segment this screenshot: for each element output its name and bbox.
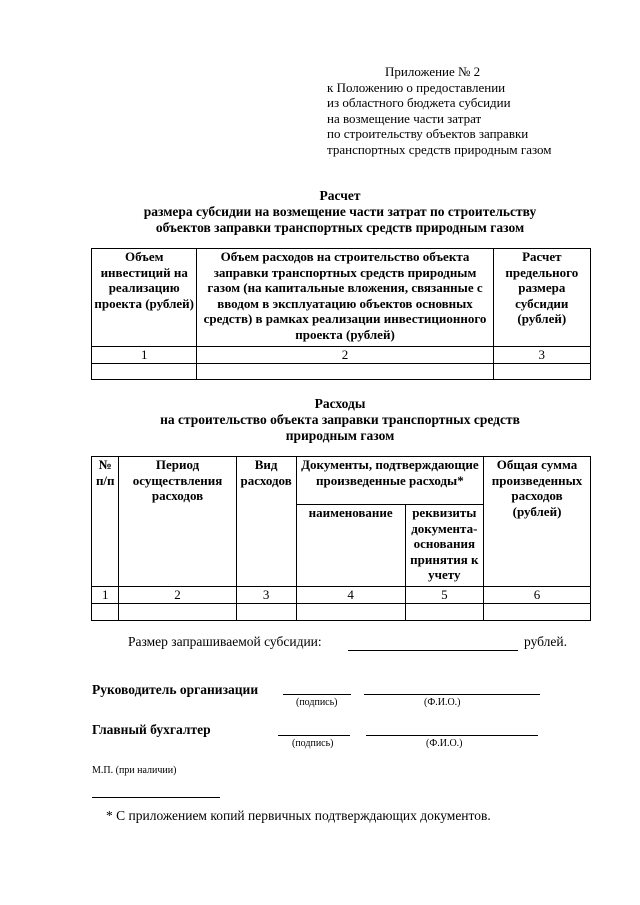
empty-cell <box>484 603 591 620</box>
appendix-line: к Положению о предоставлении <box>327 79 506 95</box>
appendix-line: по строительству объектов заправки <box>327 126 529 141</box>
exp-header-docs-name: наименование <box>296 505 405 587</box>
accountant-fio-field[interactable] <box>366 735 538 736</box>
calc-heading <box>70 188 610 236</box>
head-fio-field[interactable] <box>364 694 540 695</box>
col-number: 2 <box>197 347 493 364</box>
accountant-signature-field[interactable] <box>278 735 350 736</box>
empty-cell <box>197 364 493 380</box>
col-number: 3 <box>493 347 590 364</box>
exp-header-docs: Документы, подтверждающие произведенные расходы* <box>296 457 483 505</box>
head-signature-field[interactable] <box>283 694 351 695</box>
exp-header-period: Период осуществления расходов <box>119 457 236 587</box>
expenses-subtitle: природным газом <box>285 428 395 443</box>
calc-subtitle: объектов заправки транспортных средств природным газом <box>155 220 525 235</box>
head-label: Руководитель организации <box>92 682 259 697</box>
footnote: * С приложением копий первичных подтверждающих документов. <box>106 808 491 823</box>
footnote-separator <box>92 797 220 798</box>
subsidy-label: Размер запрашиваемой субсидии: <box>128 634 322 649</box>
exp-header-no: № п/п <box>92 457 119 587</box>
empty-cell <box>296 603 405 620</box>
fio-caption: (Ф.И.О.) <box>424 697 461 708</box>
appendix-title: Приложение № 2 <box>385 64 481 79</box>
fio-caption: (Ф.И.О.) <box>426 738 463 749</box>
col-number: 6 <box>484 587 591 604</box>
calc-header-expenses: Объем расходов на строительство объекта заправки транспортных средств природным газом (на капитальные вложения, связанные с вводом в эксплуатацию объектов основных средств) в рамках реализации инвестиционного проекта (рублей) <box>197 249 493 347</box>
empty-cell <box>405 603 483 620</box>
col-number: 1 <box>92 347 197 364</box>
expenses-title: Расходы <box>314 396 366 411</box>
appendix-line: из областного бюджета субсидии <box>327 95 511 110</box>
sign-caption: (подпись) <box>296 697 338 708</box>
exp-header-docs-req: реквизиты документа-основания принятия к учету <box>405 505 483 587</box>
col-number: 3 <box>236 587 296 604</box>
empty-cell <box>236 603 296 620</box>
expenses-table <box>91 456 591 621</box>
subsidy-unit: рублей. <box>524 634 568 649</box>
empty-cell <box>92 603 119 620</box>
calc-table <box>91 248 591 380</box>
calc-header-investments: Объем инвестиций на реализацию проекта (рублей) <box>92 249 197 347</box>
appendix-line: транспортных средств природным газом <box>327 141 552 157</box>
calc-header-subsidy: Расчет предельного размера субсидии (рублей) <box>493 249 590 347</box>
expenses-subtitle: на строительство объекта заправки транспортных средств <box>160 412 520 427</box>
expenses-heading <box>70 396 610 444</box>
col-number: 5 <box>405 587 483 604</box>
empty-cell <box>92 364 197 380</box>
appendix-line: на возмещение части затрат <box>327 110 482 126</box>
stamp-note: М.П. (при наличии) <box>92 765 177 776</box>
appendix-block <box>327 64 552 157</box>
calc-subtitle: размера субсидии на возмещение части затрат по строительству <box>143 204 537 219</box>
exp-header-total: Общая сумма произведенных расходов (рублей) <box>484 457 591 587</box>
sign-caption: (подпись) <box>292 738 334 749</box>
subsidy-amount-field[interactable] <box>348 650 518 651</box>
col-number: 2 <box>119 587 236 604</box>
col-number: 4 <box>296 587 405 604</box>
exp-header-kind: Вид расходов <box>236 457 296 587</box>
calc-title: Расчет <box>319 188 361 203</box>
empty-cell <box>493 364 590 380</box>
col-number: 1 <box>92 587 119 604</box>
empty-cell <box>119 603 236 620</box>
accountant-label: Главный бухгалтер <box>92 722 211 737</box>
